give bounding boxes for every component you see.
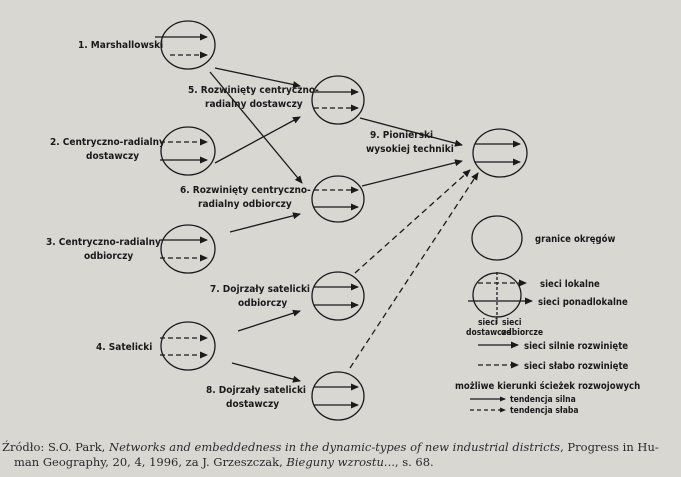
node-5-label: 5. Rozwinięty centryczno- radialny dostawczy xyxy=(188,85,319,110)
node-7-circle xyxy=(312,272,364,320)
node-8-label: 8. Dojrzały satelicki dostawczy xyxy=(206,385,307,410)
legend-supralocal-networks-label: sieci ponadlokalne xyxy=(538,297,628,308)
legend-strong-networks-label: sieci silnie rozwinięte xyxy=(524,341,629,352)
caption-prefix: Źródło: S.O. Park, xyxy=(2,440,109,454)
legend-strong-tendency-label: tendencja silna xyxy=(510,395,576,405)
legend-region-borders-label: granice okręgów xyxy=(535,234,616,245)
path-arrows xyxy=(210,68,478,381)
node-9-circle xyxy=(473,129,527,177)
node-5-circle xyxy=(312,76,364,124)
legend-paths-title: możliwe kierunki ścieżek rozwojowych xyxy=(455,381,641,392)
node-3-circle xyxy=(160,225,215,273)
legend-local-networks-label: sieci lokalne xyxy=(540,279,600,290)
node-4-label: 4. Satelicki xyxy=(96,342,153,353)
legend-supplier-networks-label: sieci dostawcze xyxy=(466,318,512,338)
node-4-circle xyxy=(160,322,215,370)
node-9-label: 9. Pionierski wysokiej techniki xyxy=(366,130,454,155)
node-2-circle xyxy=(160,127,215,175)
node-6-circle xyxy=(312,176,364,222)
legend-weak-tendency-label: tendencja słaba xyxy=(510,406,579,416)
node-8-circle xyxy=(312,372,364,420)
node-3-label: 3. Centryczno-radialny odbiorczy xyxy=(46,237,161,262)
caption-mid: , Progress in Hu- xyxy=(560,440,659,454)
node-2-label: 2. Centryczno-radialny dostawczy xyxy=(50,137,165,162)
caption-line2: man Geography, 20, 4, 1996, za J. Grzeszczak, xyxy=(14,455,287,469)
legend-weak-networks-label: sieci słabo rozwinięte xyxy=(524,361,629,372)
node-1-circle xyxy=(155,21,215,69)
node-1-label: 1. Marshallowski xyxy=(78,40,164,51)
legend-network-circle xyxy=(468,272,532,324)
source-caption xyxy=(0,440,677,470)
caption-title: Networks and embeddedness in the dynamic-types of new industrial districts xyxy=(109,440,561,454)
legend-region-circle xyxy=(472,216,522,260)
legend-buyer-networks-label: sieci odbiorcze xyxy=(501,318,544,338)
node-6-label: 6. Rozwinięty centryczno- radialny odbiorczy xyxy=(180,185,311,210)
node-7-label: 7. Dojrzały satelicki odbiorczy xyxy=(210,284,311,309)
caption-book: Bieguny wzrostu... xyxy=(286,455,395,469)
caption-end: , s. 68. xyxy=(394,455,434,469)
